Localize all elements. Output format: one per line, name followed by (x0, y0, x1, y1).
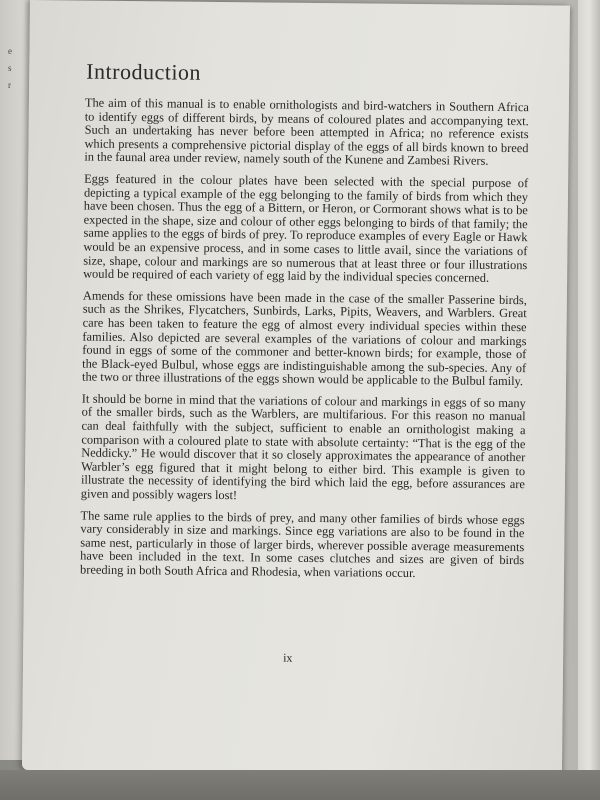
left-page-fragment: r (8, 80, 11, 90)
table-surface (0, 770, 600, 800)
paragraph: Eggs featured in the colour plates have been selected with the special purpose of depicting a typical example of the egg belonging to the family of birds from which they have been chosen. Thus the egg of a Bittern, or Heron, or Cormorant shows what is to be expected in the shape, size and colour of other eggs belonging to birds of that family; the same applies to the eggs of birds of prey. To reproduce examples of every Eagle or Hawk would be an expensive process, and in some cases to little avail, since the variations of size, shape, colour and markings are so numerous that at least three or four illustrations would be required of each variety of egg laid by the individual species concerned. (83, 171, 529, 285)
body-text (80, 97, 529, 590)
right-page-stack (578, 0, 600, 800)
book-page (22, 0, 570, 776)
paragraph: The aim of this manual is to enable ornithologists and bird-watchers in Southern Africa to identify eggs of different birds, by means of coloured plates and accompanying text. Such an undertaking has never before been attempted in Africa; no reference exists which presents a comprehensive pictorial display of the eggs of all birds known to breed in the faunal area under review, namely south of the Kunene and Zambesi Rivers. (84, 95, 529, 169)
page-title: Introduction (86, 58, 202, 85)
paragraph: It should be borne in mind that the variations of colour and markings in eggs of so many of the smaller birds, such as the Warblers, are multifarious. For this reason no manual can deal faithfully with the subject, sufficient to enable an ornithologist making a comparison with a coloured plate to state with absolute certainty: “That is the egg of the Neddicky.” He would discover that it so closely approximates the appearance of another Warbler’s egg figured that it might belong to either bird. This example is given to illustrate the necessity of identifying the bird which laid the egg, before assurances are given and possibly wagers lost! (80, 391, 526, 503)
page-number: ix (283, 650, 293, 665)
paragraph: The same rule applies to the birds of prey, and many other families of birds whose eggs vary considerably in size and markings. Since egg variations are also to be found in the same nest, particularly in those of larger birds, wherever possible average measurements have been included in the text. In some cases clutches and sizes are given of birds breeding in both South Africa and Rhodesia, when variations occur. (79, 508, 525, 581)
paragraph: Amends for these omissions have been made in the case of the smaller Passerine birds, such as the Shrikes, Flycatchers, Sunbirds, Larks, Pipits, Weavers, and Warblers. Great care has been taken to feature the egg of almost every individual species within these families. Also depicted are several examples of the variations of colour and markings found in eggs of some of the commoner and better-known birds; for example, those of the Black-eyed Bulbul, whose eggs are indistinguishable among the sub-species. Any of the two or three illustrations of the eggs shown would be applicable to the Bulbul family. (81, 288, 527, 389)
left-page-fragment: s (8, 63, 12, 73)
left-page-fragment: e (8, 46, 12, 56)
